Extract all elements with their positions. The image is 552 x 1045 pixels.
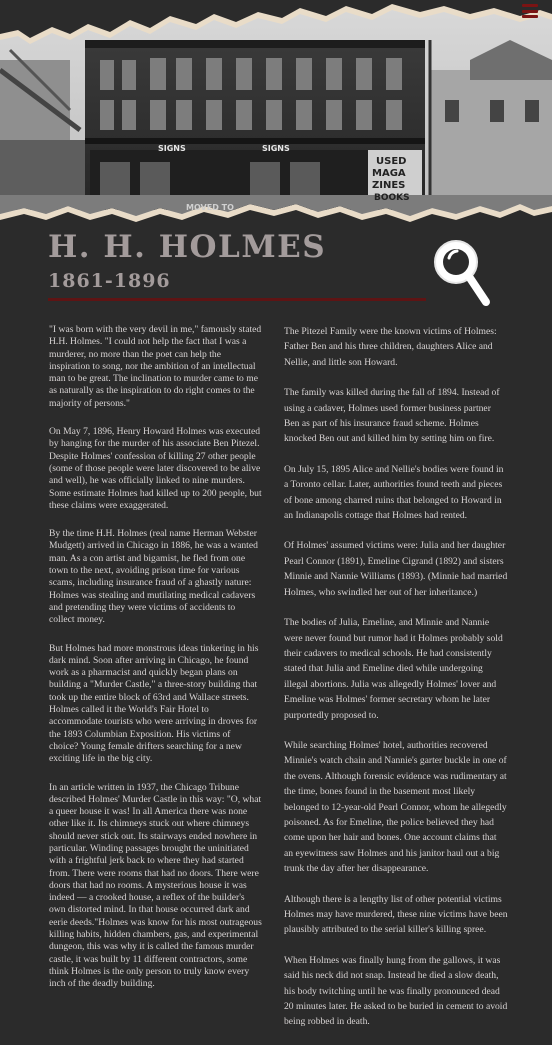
hamburger-menu-icon[interactable] bbox=[522, 4, 538, 18]
paragraph: Of Holmes' assumed victims were: Julia and her daughter Pearl Connor (1891), Emeline Cigrand (1892) and sisters Minnie and Nannie Williams (1893). (Minnie had married Holmes, who swindled her out of her inheritance.) bbox=[284, 540, 508, 598]
paragraph: By the time H.H. Holmes (real name Herman Webster Mudgett) arrived in Chicago in 1886, he was a wanted man. As a con artist and bigamist, he fled from one town to the next, avoiding prison time for various scams, including insurance fraud of a ghastly nature: Holmes was stealing and mutilating medical cadavers and pretending they were victims of accidents to collect money. bbox=[49, 528, 258, 626]
paragraph: On May 7, 1896, Henry Howard Holmes was executed by hanging for the murder of his associate Ben Pitezel. Despite Holmes' confession of killing 27 other people (some of those people were later discovered to be alive and well), he was officially linked to nine murders. Some estimate Holmes had killed up to 200 people, but these claims were exaggerated. bbox=[49, 426, 262, 511]
photo-poster-line-2: MAGA bbox=[372, 168, 406, 179]
paragraph: The family was killed during the fall of 1894. Instead of using a cadaver, Holmes used former business partner Ben as part of his insurance fraud scheme. Holmes knocked Ben out and killed him by setting him on fire. bbox=[284, 387, 500, 445]
page-title: H. H. HOLMES bbox=[48, 229, 327, 265]
hero-photo bbox=[0, 0, 552, 225]
paragraph: The bodies of Julia, Emeline, and Minnie and Nannie were never found but rumor had it Holmes probably sold their cadavers to medical schools. He had consistently stated that Julia and Emeline died while undergoing illegal abortions. Julia was allegedly Holmes' lover and Emeline was Holmes' former secretary whom he later purportedly proposed to. bbox=[284, 617, 503, 721]
photo-poster-line-1: USED bbox=[376, 156, 407, 167]
paragraph: "I was born with the very devil in me," famously stated H.H. Holmes. "I could not help the fact that I was a murderer, no more than the poet can help the inspiration to song, nor the ambition of an intellectual man to be great. The inclination to murder came to me as naturally as the inspiration to do right comes to the majority of persons." bbox=[49, 324, 262, 409]
article-right-column bbox=[284, 324, 508, 1045]
magnifier-icon[interactable] bbox=[430, 236, 492, 308]
photo-poster-line-3: ZINES bbox=[372, 180, 406, 191]
article-left-column bbox=[49, 324, 262, 1007]
paragraph: The Pitezel Family were the known victims of Holmes: Father Ben and his three children, daughters Alice and Nellie, and little son Howard. bbox=[284, 326, 497, 368]
photo-poster-line-4: BOOKS bbox=[374, 193, 410, 203]
photo-sign-bottom: MOVED TO bbox=[186, 203, 234, 212]
photo-sign-left: SIGNS bbox=[158, 144, 186, 153]
paragraph: On July 15, 1895 Alice and Nellie's bodies were found in a Toronto cellar. Later, authorities found teeth and pieces of bone among charred ruins that belonged to Howard in an Indianapolis cottage that Holmes had rented. bbox=[284, 463, 504, 522]
title-divider bbox=[48, 298, 426, 301]
life-years: 1861-1896 bbox=[48, 270, 171, 292]
photo-sign-right: SIGNS bbox=[262, 144, 290, 153]
paragraph: But Holmes had more monstrous ideas tinkering in his dark mind. Soon after arriving in Chicago, he found work as a pharmacist and quickly began plans on building a "Murder Castle," a three-story building that took up the entire block of 63rd and Wallace streets. Holmes called it the World's Fair Hotel to accommodate tourists who were arriving in droves for the 1893 Columbian Exposition. His victims of choice? Young female drifters searching for a new exciting life in the big city. bbox=[49, 642, 259, 765]
paragraph: When Holmes was finally hung from the gallows, it was said his neck did not snap. Instead he died a slow death, his body twitching until he was finally pronounced dead 20 minutes later. He asked to be buried in cement to avoid being robbed in death. bbox=[284, 954, 508, 1028]
paragraph: In an article written in 1937, the Chicago Tribune described Holmes' Murder Castle in this way: "O, what a queer house it was! In all America there was none other like it. Its chimneys stuck out where chimneys should never stick out. Its stairways ended nowhere in particular. Winding passages brought the uninitiated with a frightful jerk back to where they had started from. There were rooms that had no doors. There were doors that had no rooms. A mysterious house it was indeed — a crooked house, a reflex of the builder's own distorted mind. In that house occurred dark and eerie deeds."Holmes was know for his most outrageous killing habits, hidden chambers, gas, and experimental dungeon, this was why it is called the famous murder castle, it was built by 11 different contractors, some think Holmes is the only person to truly know every inch of the deadly building. bbox=[49, 781, 262, 990]
paragraph: While searching Holmes' hotel, authorities recovered Minnie's watch chain and Nannie's garter buckle in one of the ovens. Although forensic evidence was rudimentary at the time, bones found in the basement most likely belonged to 12-year-old Pearl Connor, whom he allegedly poisoned. As for Emeline, the police believed they had come upon her hair and bones. One account claims that an eyewitness saw Holmes and his janitor haul out a big trunk the day after her disappearance. bbox=[284, 739, 507, 875]
murder-castle-photo bbox=[0, 0, 552, 225]
paragraph: Although there is a lengthy list of other potential victims Holmes may have murdered, these nine victims have been plausibly attributed to the serial killer's killing spree. bbox=[284, 893, 508, 936]
